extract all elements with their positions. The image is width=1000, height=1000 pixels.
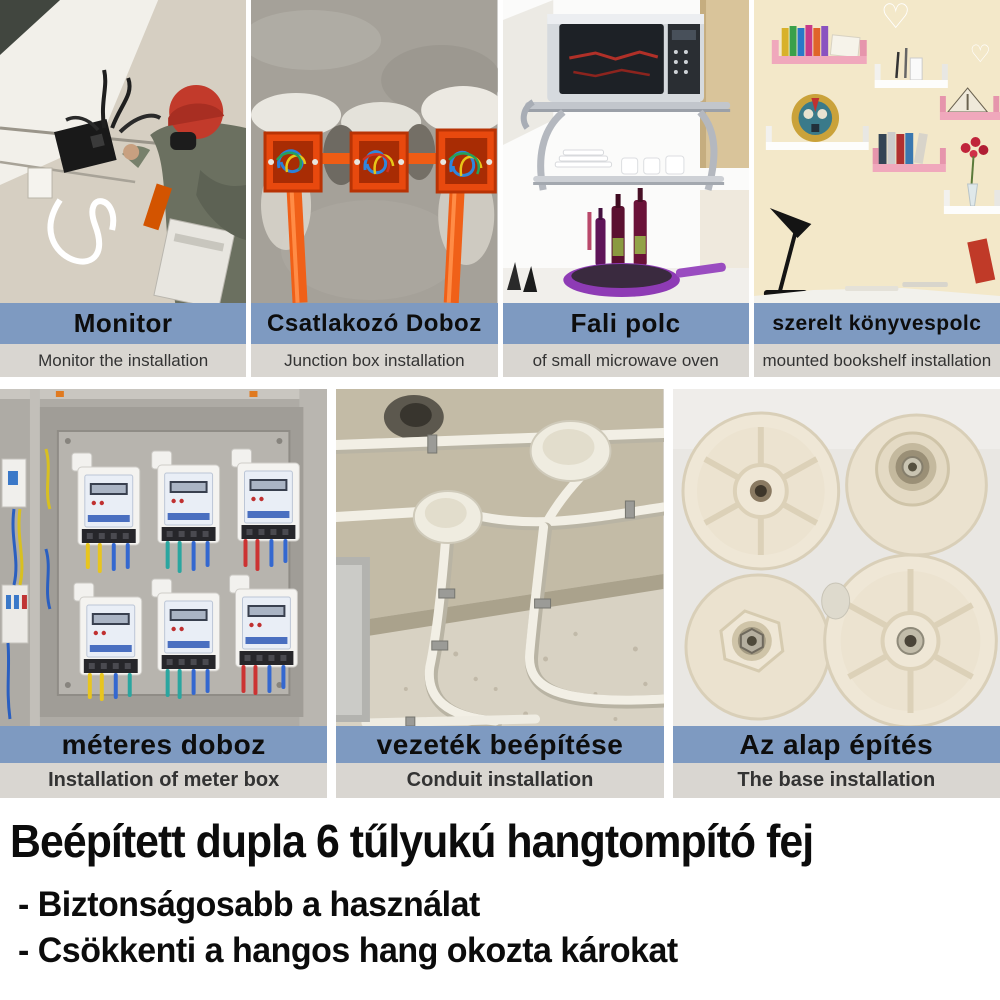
panel-base-parts xyxy=(673,389,1000,798)
photo-meter-box xyxy=(0,389,327,726)
panel-wall-shelf xyxy=(503,0,749,377)
photo-junction-box-installation xyxy=(251,0,497,303)
caption-title-base-parts: Az alap építés xyxy=(673,726,1000,763)
panel-junction-box xyxy=(251,0,497,377)
conduit-illustration xyxy=(336,389,663,726)
caption-title-wall-shelf: Fali polc xyxy=(503,303,749,344)
caption-subtitle-bookshelf: mounted bookshelf installation xyxy=(754,344,1000,377)
meter-box-illustration xyxy=(0,389,327,726)
footer-text-block xyxy=(0,798,1000,974)
junction-box-illustration xyxy=(251,0,497,303)
photo-conduit-installation xyxy=(336,389,663,726)
caption-subtitle-base-parts: The base installation xyxy=(673,763,1000,798)
panel-monitor xyxy=(0,0,246,377)
caption-title-meter-box: méteres doboz xyxy=(0,726,327,763)
monitor-installation-illustration xyxy=(0,0,246,303)
heart-decor-icon: ♡ xyxy=(969,40,991,69)
heart-decor-icon: ♡ xyxy=(880,0,911,37)
panel-bookshelf xyxy=(754,0,1000,377)
photo-monitor-installation xyxy=(0,0,246,303)
panel-row-top xyxy=(0,0,1000,377)
photo-base-parts xyxy=(673,389,1000,726)
caption-title-junction-box: Csatlakozó Doboz xyxy=(251,303,497,344)
caption-title-bookshelf: szerelt könyvespolc xyxy=(754,303,1000,344)
caption-title-monitor: Monitor xyxy=(0,303,246,344)
junction-box-1 xyxy=(265,133,321,191)
product-heading: Beépített dupla 6 tűlyukú hangtompító fej xyxy=(10,815,814,867)
microwave-shelf-illustration xyxy=(503,0,749,303)
junction-box-2 xyxy=(351,133,407,191)
caption-subtitle-conduit: Conduit installation xyxy=(336,763,663,798)
disc-front-bottom-left xyxy=(686,575,830,719)
junction-box-3 xyxy=(437,130,495,192)
caption-subtitle-junction-box: Junction box installation xyxy=(251,344,497,377)
panel-meter-box xyxy=(0,389,327,798)
disc-front-top-right xyxy=(846,415,986,555)
disc-back-bottom-right xyxy=(824,555,996,726)
books-middle xyxy=(878,132,927,164)
caption-subtitle-meter-box: Installation of meter box xyxy=(0,763,327,798)
round-junction-box-1 xyxy=(531,421,611,481)
photo-mounted-bookshelf xyxy=(754,0,1000,303)
wall-cabinet xyxy=(336,557,370,722)
decor-mask xyxy=(791,94,838,142)
panel-conduit xyxy=(336,389,663,798)
panel-row-bottom xyxy=(0,389,1000,798)
disc-back-top-left xyxy=(683,413,839,569)
feature-item-noise: - Csökkenti a hangos hang okozta károkat xyxy=(18,931,678,971)
caption-subtitle-wall-shelf: of small microwave oven xyxy=(503,344,749,377)
caption-subtitle-monitor: Monitor the installation xyxy=(0,344,246,377)
caption-title-conduit: vezeték beépítése xyxy=(336,726,663,763)
feature-item-safety: - Biztonságosabb a használat xyxy=(18,885,480,924)
round-junction-box-2 xyxy=(414,491,482,543)
microwave xyxy=(547,14,704,102)
feature-list xyxy=(10,882,992,974)
photo-microwave-shelf xyxy=(503,0,749,303)
bookshelf-illustration xyxy=(754,0,1000,303)
base-parts-illustration xyxy=(673,389,1000,726)
